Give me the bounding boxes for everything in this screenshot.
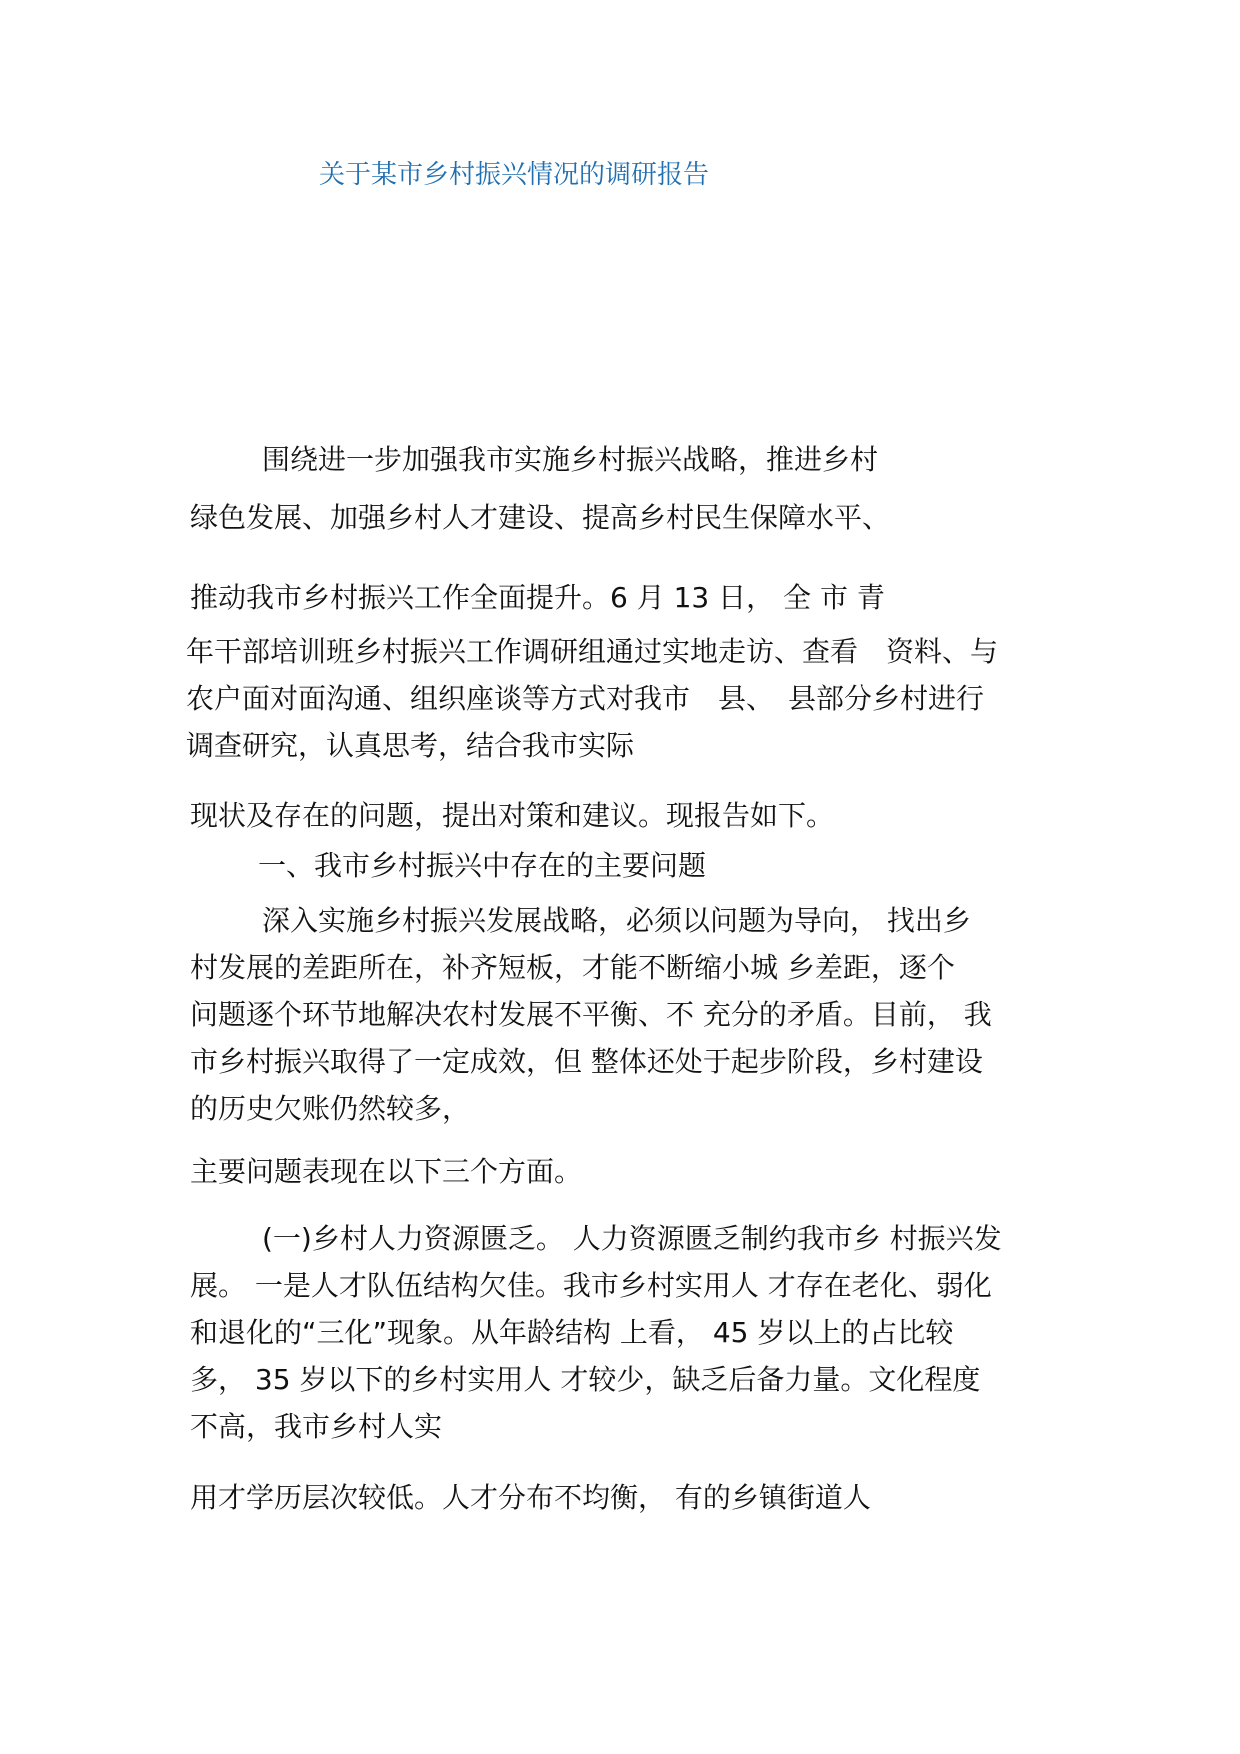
paragraph-line-2: 绿色发展、加强乡村人才建设、提高乡村民生保障水平、 <box>190 501 891 534</box>
paragraph-line-1: 围绕进一步加强我市实施乡村振兴战略，推进乡村 <box>262 443 879 476</box>
paragraph-line-11: 问题逐个环节地解决农村发展不平衡、不 充分的矛盾。目前， 我 <box>190 998 992 1031</box>
section-heading: 一、我市乡村振兴中存在的主要问题 <box>258 849 707 882</box>
paragraph-line-5: 农户面对面沟通、组织座谈等方式对我市 县、 县部分乡村进行 <box>186 682 985 715</box>
paragraph-line-18: 多， 35 岁以下的乡村实用人 才较少，缺乏后备力量。文化程度 <box>190 1363 981 1396</box>
paragraph-line-3: 推动我市乡村振兴工作全面提升。6 月 13 日， 全 市 青 <box>190 581 885 614</box>
paragraph-line-13: 的历史欠账仍然较多， <box>190 1092 471 1125</box>
paragraph-line-16: 展。 一是人才队伍结构欠佳。我市乡村实用人 才存在老化、弱化 <box>190 1269 992 1302</box>
paragraph-line-7: 现状及存在的问题，提出对策和建议。现报告如下。 <box>190 799 835 832</box>
paragraph-line-4: 年干部培训班乡村振兴工作调研组通过实地走访、查看 资料、与 <box>186 635 999 668</box>
paragraph-line-9: 深入实施乡村振兴发展战略，必须以问题为导向， 找出乡 <box>262 904 971 937</box>
document-title: 关于某市乡村振兴情况的调研报告 <box>319 160 710 190</box>
paragraph-line-6: 调查研究，认真思考，结合我市实际 <box>186 729 635 762</box>
paragraph-line-20: 用才学历层次较低。人才分布不均衡， 有的乡镇街道人 <box>190 1481 871 1514</box>
paragraph-line-17: 和退化的“三化”现象。从年龄结构 上看， 45 岁以上的占比较 <box>190 1316 954 1349</box>
paragraph-line-12: 市乡村振兴取得了一定成效，但 整体还处于起步阶段，乡村建设 <box>190 1045 983 1078</box>
paragraph-line-19: 不高，我市乡村人实 <box>190 1410 443 1443</box>
paragraph-line-10: 村发展的差距所在，补齐短板，才能不断缩小城 乡差距，逐个 <box>190 951 955 984</box>
paragraph-line-14: 主要问题表现在以下三个方面。 <box>190 1155 583 1188</box>
subsection-heading: (一)乡村人力资源匮乏。 人力资源匮乏制约我市乡 村振兴发 <box>262 1222 1002 1255</box>
